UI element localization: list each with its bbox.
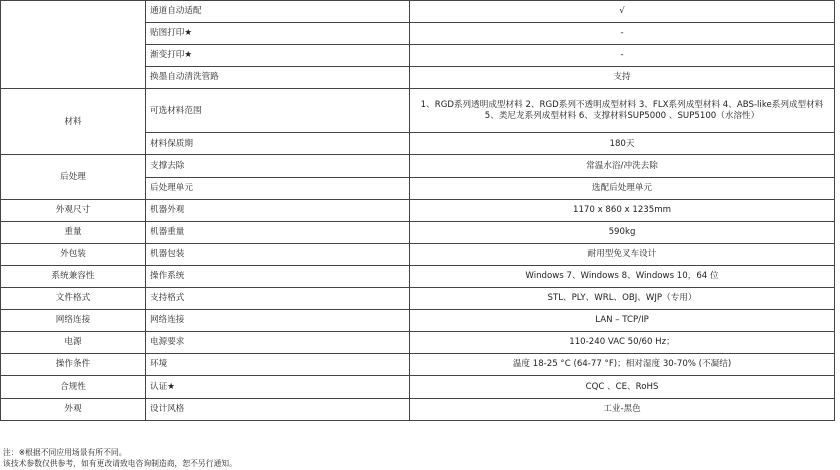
item-cell: 后处理单元 — [146, 177, 410, 199]
category-cell: 系统兼容性 — [1, 265, 146, 287]
table-row — [1, 199, 835, 221]
table-row — [1, 332, 835, 354]
item-cell: 支撑去除 — [146, 155, 410, 177]
value-cell: 110-240 VAC 50/60 Hz； — [410, 332, 835, 354]
category-cell: 文件格式 — [1, 288, 146, 310]
value-cell: 支持 — [410, 67, 835, 89]
table-row — [1, 354, 835, 376]
category-cell-empty — [1, 1, 146, 89]
material-range-line: 5、类尼龙系列成型材料 6、支撑材料SUP5000 、SUP5100（水溶性） — [484, 110, 760, 121]
category-cell: 合规性 — [1, 376, 146, 398]
category-cell: 材料 — [1, 89, 146, 155]
item-cell: 换墨自动清洗管路 — [146, 67, 410, 89]
value-cell: 1170 x 860 x 1235mm — [410, 199, 835, 221]
item-cell: 渐变打印★ — [146, 45, 410, 67]
category-cell: 后处理 — [1, 155, 146, 199]
value-cell: 温度 18-25 °C (64-77 °F)；相对湿度 30-70% (不凝结) — [410, 354, 835, 376]
category-cell: 外观 — [1, 398, 146, 420]
item-cell: 贴图打印★ — [146, 23, 410, 45]
value-cell: 常温水浴/冲洗去除 — [410, 155, 835, 177]
table-row — [1, 376, 835, 398]
category-cell: 网络连接 — [1, 310, 146, 332]
table-row — [1, 288, 835, 310]
value-cell: 工业-黑色 — [410, 398, 835, 420]
value-cell: 耐用型免叉车设计 — [410, 243, 835, 265]
table-row — [1, 1, 835, 23]
table-row — [1, 265, 835, 287]
table-row — [1, 155, 835, 177]
category-cell: 外观尺寸 — [1, 199, 146, 221]
item-cell: 设计风格 — [146, 398, 410, 420]
item-cell: 电源要求 — [146, 332, 410, 354]
item-cell: 支持格式 — [146, 288, 410, 310]
table-row — [1, 243, 835, 265]
category-cell: 外包装 — [1, 243, 146, 265]
material-range-line: 1、RGD系列透明成型材料 2、RGD系列不透明成型材料 3、FLX系列成型材料 4、ABS-like系列成型材料 — [420, 100, 824, 111]
material-range-cell — [410, 89, 835, 133]
table-row — [1, 221, 835, 243]
value-cell: LAN – TCP/IP — [410, 310, 835, 332]
item-cell: 机器包装 — [146, 243, 410, 265]
category-cell: 操作条件 — [1, 354, 146, 376]
value-cell: - — [410, 23, 835, 45]
item-cell: 机器外观 — [146, 199, 410, 221]
item-cell: 材料保质期 — [146, 133, 410, 155]
category-cell: 重量 — [1, 221, 146, 243]
value-cell: Windows 7、Windows 8、Windows 10，64 位 — [410, 265, 835, 287]
value-cell: 590kg — [410, 221, 835, 243]
value-cell: √ — [410, 1, 835, 23]
item-cell: 网络连接 — [146, 310, 410, 332]
item-cell: 通道自动适配 — [146, 1, 410, 23]
item-cell: 环境 — [146, 354, 410, 376]
item-cell: 机器重量 — [146, 221, 410, 243]
item-cell: 操作系统 — [146, 265, 410, 287]
value-cell: 选配后处理单元 — [410, 177, 835, 199]
item-cell: 可选材料范围 — [146, 89, 410, 133]
value-cell: CQC 、CE、RoHS — [410, 376, 835, 398]
footnote-line: 注：※根据不同应用场景有所不同。 — [3, 448, 127, 457]
value-cell: STL、PLY、WRL、OBJ、WJP（专用） — [410, 288, 835, 310]
table-row — [1, 398, 835, 420]
category-cell: 电源 — [1, 332, 146, 354]
footnote-line: 该技术参数仅供参考，如有更改请致电咨询制造商，恕不另行通知。 — [3, 459, 237, 468]
value-cell: 180天 — [410, 133, 835, 155]
footnotes — [3, 447, 237, 469]
table-row — [1, 310, 835, 332]
item-cell: 认证★ — [146, 376, 410, 398]
table-row — [1, 89, 835, 133]
value-cell: - — [410, 45, 835, 67]
